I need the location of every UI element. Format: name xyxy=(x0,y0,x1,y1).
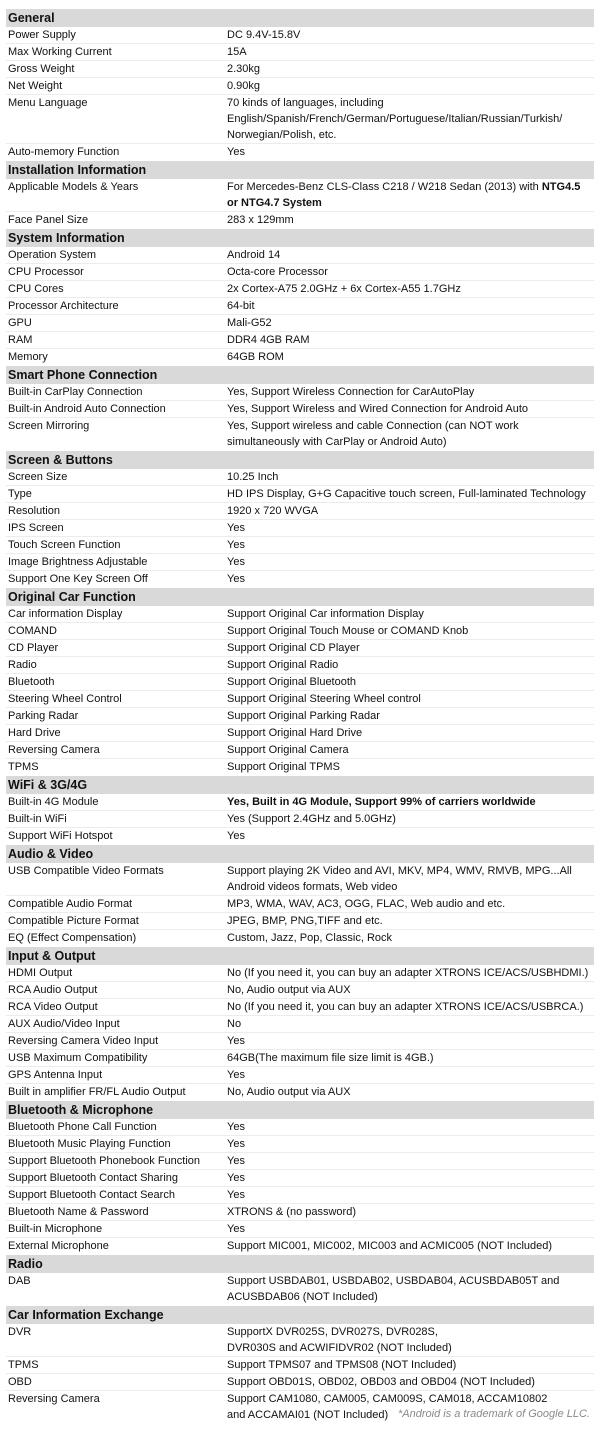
spec-value: Yes xyxy=(227,146,245,158)
section-header: Audio & Video xyxy=(6,845,594,863)
spec-row xyxy=(6,1067,594,1084)
spec-value: Support CAM1080, CAM005, CAM009S, CAM018, ACCAM10802 and ACCAMAI01 (NOT Included) xyxy=(227,1393,548,1421)
spec-label: Built-in Android Auto Connection xyxy=(8,403,166,415)
spec-row xyxy=(6,759,594,775)
spec-value: Support Original Radio xyxy=(227,659,339,671)
spec-value: Yes xyxy=(227,539,245,551)
spec-row xyxy=(6,78,594,95)
spec-label: CPU Cores xyxy=(8,283,64,295)
spec-label: Type xyxy=(8,488,32,500)
spec-row xyxy=(6,930,594,946)
section-header: General xyxy=(6,9,594,27)
spec-label: GPS Antenna Input xyxy=(8,1069,103,1081)
spec-label: Bluetooth Phone Call Function xyxy=(8,1121,157,1133)
spec-row xyxy=(6,982,594,999)
spec-row xyxy=(6,1153,594,1170)
spec-value: Mali-G52 xyxy=(227,317,272,329)
spec-label: Bluetooth Name & Password xyxy=(8,1206,149,1218)
spec-label: Reversing Camera Video Input xyxy=(8,1035,159,1047)
spec-label: Built-in 4G Module xyxy=(8,796,99,808)
spec-label: Radio xyxy=(8,659,37,671)
spec-row xyxy=(6,1050,594,1067)
spec-value: Support Original Camera xyxy=(227,744,349,756)
spec-value xyxy=(227,179,594,211)
spec-label: Menu Language xyxy=(8,97,88,109)
spec-row xyxy=(6,863,594,896)
spec-row xyxy=(6,640,594,657)
spec-row xyxy=(6,1374,594,1391)
spec-label: RAM xyxy=(8,334,33,346)
spec-label: COMAND xyxy=(8,625,57,637)
spec-value: JPEG, BMP, PNG,TIFF and etc. xyxy=(227,915,383,927)
spec-row xyxy=(6,999,594,1016)
spec-section xyxy=(6,451,594,587)
spec-row xyxy=(6,520,594,537)
spec-value: No, Audio output via AUX xyxy=(227,1086,351,1098)
trademark-note: *Android is a trademark of Google LLC. xyxy=(398,1408,590,1420)
section-header: Screen & Buttons xyxy=(6,451,594,469)
spec-row xyxy=(6,1221,594,1238)
spec-row xyxy=(6,794,594,811)
spec-row xyxy=(6,315,594,332)
section-header: Original Car Function xyxy=(6,588,594,606)
spec-value-emphasis: Yes, Built in 4G Module, Support 99% of carriers worldwide xyxy=(227,796,536,808)
spec-label: CPU Processor xyxy=(8,266,84,278)
spec-row xyxy=(6,1238,594,1254)
spec-label: DAB xyxy=(8,1275,31,1287)
spec-row xyxy=(6,144,594,160)
spec-value: HD IPS Display, G+G Capacitive touch screen, Full-laminated Technology xyxy=(227,488,586,500)
spec-row xyxy=(6,469,594,486)
spec-value: Yes xyxy=(227,1155,245,1167)
spec-label: GPU xyxy=(8,317,32,329)
spec-value-emphasis: NTG4.5 or NTG4.7 System xyxy=(227,181,581,209)
spec-value: Yes xyxy=(227,1035,245,1047)
spec-label: Compatible Picture Format xyxy=(8,915,139,927)
spec-label: Built in amplifier FR/FL Audio Output xyxy=(8,1086,186,1098)
spec-label: Applicable Models & Years xyxy=(8,181,139,193)
spec-value: Support USBDAB01, USBDAB02, USBDAB04, ACUSBDAB05T and ACUSBDAB06 (NOT Included) xyxy=(227,1275,560,1303)
spec-section xyxy=(6,1306,594,1423)
spec-row xyxy=(6,1084,594,1100)
section-header: Installation Information xyxy=(6,161,594,179)
spec-value: Yes xyxy=(227,1223,245,1235)
spec-row xyxy=(6,708,594,725)
spec-row xyxy=(6,913,594,930)
spec-row xyxy=(6,742,594,759)
section-header: Car Information Exchange xyxy=(6,1306,594,1324)
spec-label: Support WiFi Hotspot xyxy=(8,830,113,842)
spec-value xyxy=(227,794,594,810)
spec-value: Support TPMS07 and TPMS08 (NOT Included) xyxy=(227,1359,457,1371)
spec-value: Yes xyxy=(227,1138,245,1150)
spec-value: Android 14 xyxy=(227,249,281,261)
spec-row xyxy=(6,674,594,691)
spec-label: Net Weight xyxy=(8,80,63,92)
section-header: Smart Phone Connection xyxy=(6,366,594,384)
spec-row xyxy=(6,503,594,520)
spec-section xyxy=(6,1101,594,1254)
spec-value: Support Original Bluetooth xyxy=(227,676,357,688)
spec-value: Yes xyxy=(227,830,245,842)
spec-value: Support Original Touch Mouse or COMAND Knob xyxy=(227,625,469,637)
spec-label: Screen Size xyxy=(8,471,68,483)
spec-label: Touch Screen Function xyxy=(8,539,121,551)
spec-value: Support Original Car information Display xyxy=(227,608,424,620)
spec-value: DDR4 4GB RAM xyxy=(227,334,310,346)
spec-label: External Microphone xyxy=(8,1240,109,1252)
spec-label: Car information Display xyxy=(8,608,123,620)
spec-label: Built-in WiFi xyxy=(8,813,67,825)
spec-value: Support Original Parking Radar xyxy=(227,710,380,722)
spec-row xyxy=(6,965,594,982)
spec-value: 2.30kg xyxy=(227,63,261,75)
spec-row xyxy=(6,1033,594,1050)
spec-value: MP3, WMA, WAV, AC3, OGG, FLAC, Web audio and etc. xyxy=(227,898,506,910)
spec-value: Support Original Hard Drive xyxy=(227,727,363,739)
spec-label: Reversing Camera xyxy=(8,744,100,756)
spec-label: Power Supply xyxy=(8,29,76,41)
spec-value: Yes xyxy=(227,556,245,568)
spec-label: AUX Audio/Video Input xyxy=(8,1018,120,1030)
spec-value: No (If you need it, you can buy an adapter XTRONS ICE/ACS/USBRCA.) xyxy=(227,1001,584,1013)
spec-value: 0.90kg xyxy=(227,80,261,92)
spec-value: 64GB ROM xyxy=(227,351,284,363)
spec-value-text: For Mercedes-Benz CLS-Class C218 / W218 Sedan (2013) with xyxy=(227,181,542,193)
spec-row xyxy=(6,298,594,315)
spec-label: RCA Video Output xyxy=(8,1001,98,1013)
spec-row xyxy=(6,247,594,264)
spec-row xyxy=(6,349,594,365)
spec-row xyxy=(6,811,594,828)
spec-row xyxy=(6,95,594,144)
spec-row xyxy=(6,61,594,78)
spec-row xyxy=(6,1357,594,1374)
spec-value: 70 kinds of languages, including English/Spanish/French/German/Portuguese/Italian/Russian/Turkish/ Norwegian/Polish, etc. xyxy=(227,97,563,141)
spec-value: Custom, Jazz, Pop, Classic, Rock xyxy=(227,932,393,944)
spec-row xyxy=(6,1119,594,1136)
spec-value: 15A xyxy=(227,46,247,58)
spec-label: TPMS xyxy=(8,761,39,773)
spec-value: XTRONS & (no password) xyxy=(227,1206,356,1218)
spec-row xyxy=(6,401,594,418)
spec-section xyxy=(6,229,594,365)
spec-row xyxy=(6,179,594,212)
spec-value: DC 9.4V-15.8V xyxy=(227,29,301,41)
spec-label: Max Working Current xyxy=(8,46,112,58)
spec-value: 1920 x 720 WVGA xyxy=(227,505,319,517)
spec-section xyxy=(6,9,594,160)
spec-value: No, Audio output via AUX xyxy=(227,984,351,996)
spec-row xyxy=(6,537,594,554)
spec-value: Yes, Support Wireless and Wired Connection for Android Auto xyxy=(227,403,529,415)
spec-section xyxy=(6,1255,594,1305)
spec-row xyxy=(6,691,594,708)
spec-row xyxy=(6,332,594,349)
spec-row xyxy=(6,384,594,401)
spec-value: Yes xyxy=(227,1189,245,1201)
spec-label: Bluetooth Music Playing Function xyxy=(8,1138,171,1150)
spec-row xyxy=(6,606,594,623)
spec-label: Support One Key Screen Off xyxy=(8,573,148,585)
spec-label: Bluetooth xyxy=(8,676,55,688)
spec-value: Yes, Support wireless and cable Connection (can NOT work simultaneously with CarPlay or Android Auto) xyxy=(227,420,519,448)
spec-label: Memory xyxy=(8,351,48,363)
spec-label: Support Bluetooth Phonebook Function xyxy=(8,1155,201,1167)
spec-row xyxy=(6,1187,594,1204)
spec-value: No xyxy=(227,1018,242,1030)
spec-value: 10.25 Inch xyxy=(227,471,279,483)
section-header: System Information xyxy=(6,229,594,247)
spec-label: TPMS xyxy=(8,1359,39,1371)
spec-label: Operation System xyxy=(8,249,97,261)
spec-row xyxy=(6,44,594,61)
spec-row xyxy=(6,1273,594,1305)
spec-value: 64-bit xyxy=(227,300,255,312)
spec-row xyxy=(6,828,594,844)
spec-label: Face Panel Size xyxy=(8,214,89,226)
spec-value: Yes xyxy=(227,573,245,585)
section-header: Bluetooth & Microphone xyxy=(6,1101,594,1119)
spec-value: Support playing 2K Video and AVI, MKV, MP4, WMV, RMVB, MPG...All Android videos formats, Web video xyxy=(227,865,572,893)
spec-row xyxy=(6,418,594,450)
spec-section xyxy=(6,366,594,450)
spec-label: Screen Mirroring xyxy=(8,420,90,432)
spec-row xyxy=(6,725,594,742)
spec-row xyxy=(6,1324,594,1357)
spec-value: 283 x 129mm xyxy=(227,214,294,226)
spec-label: USB Maximum Compatibility xyxy=(8,1052,148,1064)
spec-label: Processor Architecture xyxy=(8,300,119,312)
spec-row xyxy=(6,1204,594,1221)
spec-row xyxy=(6,27,594,44)
spec-value: Yes xyxy=(227,1121,245,1133)
spec-label: HDMI Output xyxy=(8,967,73,979)
spec-value: Support Original CD Player xyxy=(227,642,360,654)
spec-value: Yes xyxy=(227,1069,245,1081)
spec-label: Resolution xyxy=(8,505,60,517)
spec-section xyxy=(6,947,594,1100)
spec-row xyxy=(6,486,594,503)
spec-value: 2x Cortex-A75 2.0GHz + 6x Cortex-A55 1.7GHz xyxy=(227,283,461,295)
spec-row xyxy=(6,554,594,571)
spec-value: No (If you need it, you can buy an adapter XTRONS ICE/ACS/USBHDMI.) xyxy=(227,967,589,979)
spec-row xyxy=(6,1170,594,1187)
spec-label: Reversing Camera xyxy=(8,1393,100,1405)
spec-row xyxy=(6,571,594,587)
spec-label: IPS Screen xyxy=(8,522,64,534)
spec-label: Auto-memory Function xyxy=(8,146,120,158)
spec-label: Parking Radar xyxy=(8,710,79,722)
spec-value: 64GB(The maximum file size limit is 4GB.) xyxy=(227,1052,434,1064)
spec-value: Support OBD01S, OBD02, OBD03 and OBD04 (NOT Included) xyxy=(227,1376,535,1388)
spec-label: Hard Drive xyxy=(8,727,61,739)
spec-value: SupportX DVR025S, DVR027S, DVR028S, DVR030S and ACWIFIDVR02 (NOT Included) xyxy=(227,1326,452,1354)
spec-section xyxy=(6,161,594,228)
spec-label: Steering Wheel Control xyxy=(8,693,122,705)
spec-label: RCA Audio Output xyxy=(8,984,98,996)
spec-value: Octa-core Processor xyxy=(227,266,328,278)
spec-section xyxy=(6,588,594,775)
spec-label: Built-in CarPlay Connection xyxy=(8,386,143,398)
spec-section xyxy=(6,776,594,844)
spec-label: USB Compatible Video Formats xyxy=(8,865,164,877)
spec-value: Support MIC001, MIC002, MIC003 and ACMIC005 (NOT Included) xyxy=(227,1240,553,1252)
spec-row xyxy=(6,657,594,674)
spec-label: Support Bluetooth Contact Sharing xyxy=(8,1172,179,1184)
spec-value: Yes xyxy=(227,522,245,534)
spec-label: OBD xyxy=(8,1376,32,1388)
spec-section xyxy=(6,845,594,946)
section-header: Radio xyxy=(6,1255,594,1273)
spec-value: Support Original TPMS xyxy=(227,761,340,773)
spec-label: Image Brightness Adjustable xyxy=(8,556,148,568)
spec-row xyxy=(6,281,594,298)
spec-label: DVR xyxy=(8,1326,32,1338)
spec-value: Support Original Steering Wheel control xyxy=(227,693,421,705)
spec-row xyxy=(6,623,594,640)
spec-label: Gross Weight xyxy=(8,63,75,75)
spec-value: Yes (Support 2.4GHz and 5.0GHz) xyxy=(227,813,396,825)
spec-label: CD Player xyxy=(8,642,59,654)
spec-row xyxy=(6,1016,594,1033)
section-header: Input & Output xyxy=(6,947,594,965)
spec-label: Compatible Audio Format xyxy=(8,898,133,910)
spec-value: Yes, Support Wireless Connection for CarAutoPlay xyxy=(227,386,475,398)
spec-value: Yes xyxy=(227,1172,245,1184)
spec-row xyxy=(6,896,594,913)
spec-label: EQ (Effect Compensation) xyxy=(8,932,137,944)
spec-row xyxy=(6,212,594,228)
spec-label: Support Bluetooth Contact Search xyxy=(8,1189,175,1201)
spec-row xyxy=(6,1136,594,1153)
section-header: WiFi & 3G/4G xyxy=(6,776,594,794)
spec-row xyxy=(6,264,594,281)
spec-label: Built-in Microphone xyxy=(8,1223,103,1235)
